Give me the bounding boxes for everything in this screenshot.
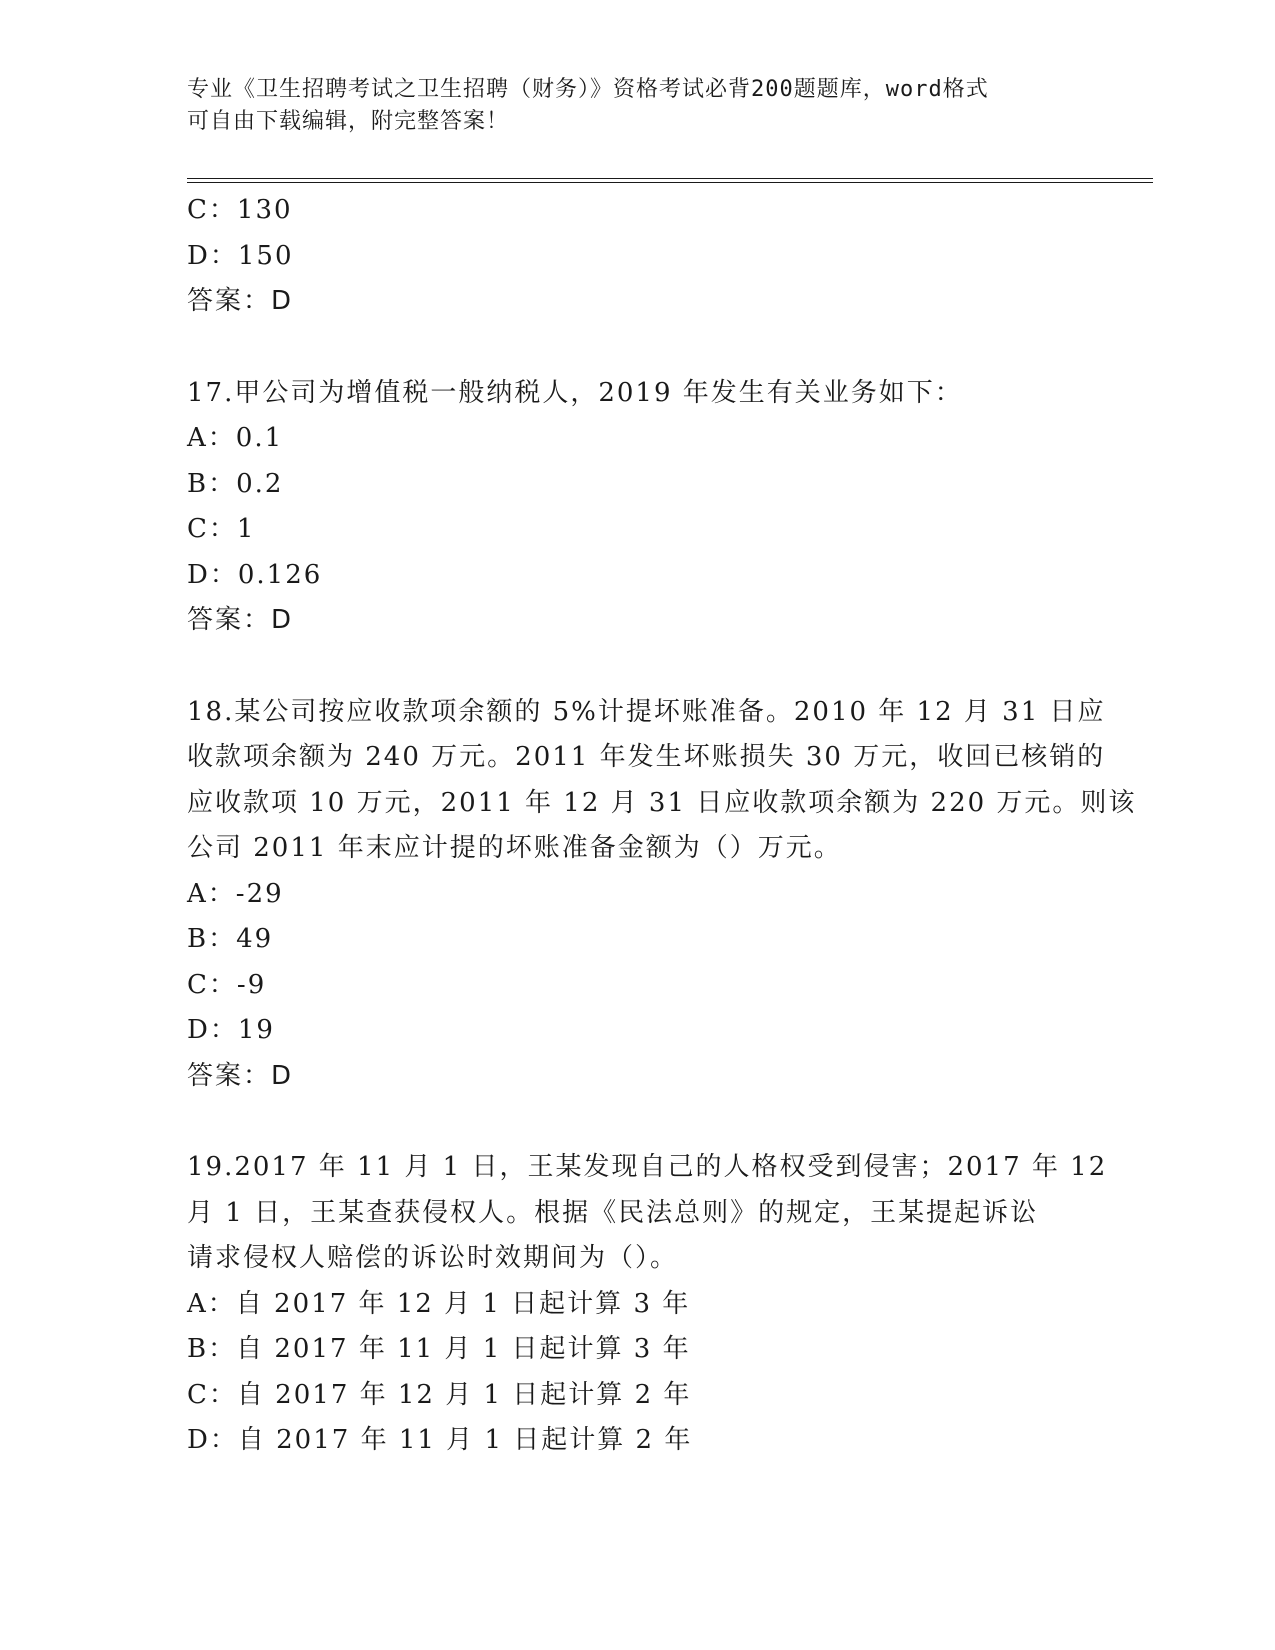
option-c: C：自 2017 年 12 月 1 日起计算 2 年	[187, 1379, 692, 1410]
option-b: B：自 2017 年 11 月 1 日起计算 3 年	[187, 1334, 691, 1364]
option-c: C：130	[187, 195, 293, 225]
question-text: 17.甲公司为增值税一般纳税人，2019 年发生有关业务如下：	[187, 377, 963, 408]
header-line-1: 专业《卫生招聘考试之卫生招聘（财务）》资格考试必背200题题库，word格式	[187, 77, 989, 102]
header-line-2: 可自由下载编辑，附完整答案！	[187, 109, 510, 134]
option-c: C：1	[187, 514, 256, 544]
document-header	[187, 74, 1087, 138]
question-text-line: 请求侵权人赔偿的诉讼时效期间为（）。	[187, 1243, 679, 1273]
option-c: C：-9	[187, 969, 267, 1000]
answer: 答案：D	[187, 286, 294, 316]
header-divider-top	[187, 178, 1153, 179]
question-text-line: 公司 2011 年末应计提的坏账准备金额为（）万元。	[187, 833, 842, 863]
option-d: D：19	[187, 1015, 275, 1045]
option-a: A：0.1	[187, 423, 284, 453]
prev-question-block	[187, 188, 1087, 325]
option-d: D：自 2017 年 11 月 1 日起计算 2 年	[187, 1425, 693, 1455]
header-divider-bottom	[187, 182, 1153, 183]
spacer	[187, 644, 1087, 690]
question-text-line: 19.2017 年 11 月 1 日，王某发现自己的人格权受到侵害；2017 年 12	[187, 1152, 1108, 1182]
option-b: B：49	[187, 924, 274, 954]
option-d: D：150	[187, 240, 294, 271]
option-a: A：-29	[187, 878, 284, 909]
question-text-line: 18.某公司按应收款项余额的 5%计提坏账准备。2010 年 12 月 31 日应	[187, 696, 1106, 727]
question-17	[187, 371, 1087, 644]
answer: 答案：D	[187, 1060, 294, 1091]
spacer	[187, 1099, 1087, 1145]
document-body	[187, 188, 1137, 1464]
option-a: A：自 2017 年 12 月 1 日起计算 3 年	[187, 1288, 691, 1319]
question-text-line: 月 1 日，王某查获侵权人。根据《民法总则》的规定，王某提起诉讼	[187, 1197, 1039, 1228]
question-19	[187, 1145, 1108, 1464]
spacer	[187, 325, 1087, 371]
option-d: D：0.126	[187, 559, 323, 590]
question-text-line: 收款项余额为 240 万元。2011 年发生坏账损失 30 万元，收回已核销的	[187, 742, 1106, 772]
question-text-line: 应收款项 10 万元，2011 年 12 月 31 日应收款项余额为 220 万元。则该	[187, 787, 1137, 818]
question-18	[187, 690, 1137, 1100]
option-b: B：0.2	[187, 468, 284, 499]
answer: 答案：D	[187, 605, 294, 635]
